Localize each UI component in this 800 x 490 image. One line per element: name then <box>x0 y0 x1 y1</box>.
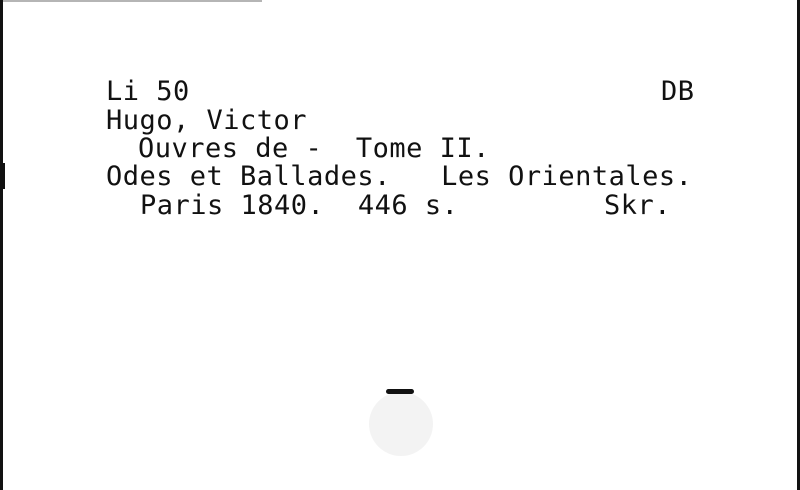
shelfmark: Li 50 <box>106 76 190 107</box>
imprint-line: Paris 1840. 446 s. <box>140 190 459 221</box>
punch-hole-mark <box>386 389 414 394</box>
author-heading: Hugo, Victor <box>106 105 308 136</box>
card-left-edge <box>0 0 3 490</box>
library-code: DB <box>661 76 695 107</box>
card-top-edge <box>0 0 262 2</box>
title-line: Ouvres de - Tome II. <box>138 133 490 164</box>
punch-hole <box>369 392 433 456</box>
note-abbreviation: Skr. <box>604 190 672 221</box>
contents-line: Odes et Ballades. Les Orientales. <box>106 161 693 192</box>
card-left-notch <box>0 163 5 189</box>
